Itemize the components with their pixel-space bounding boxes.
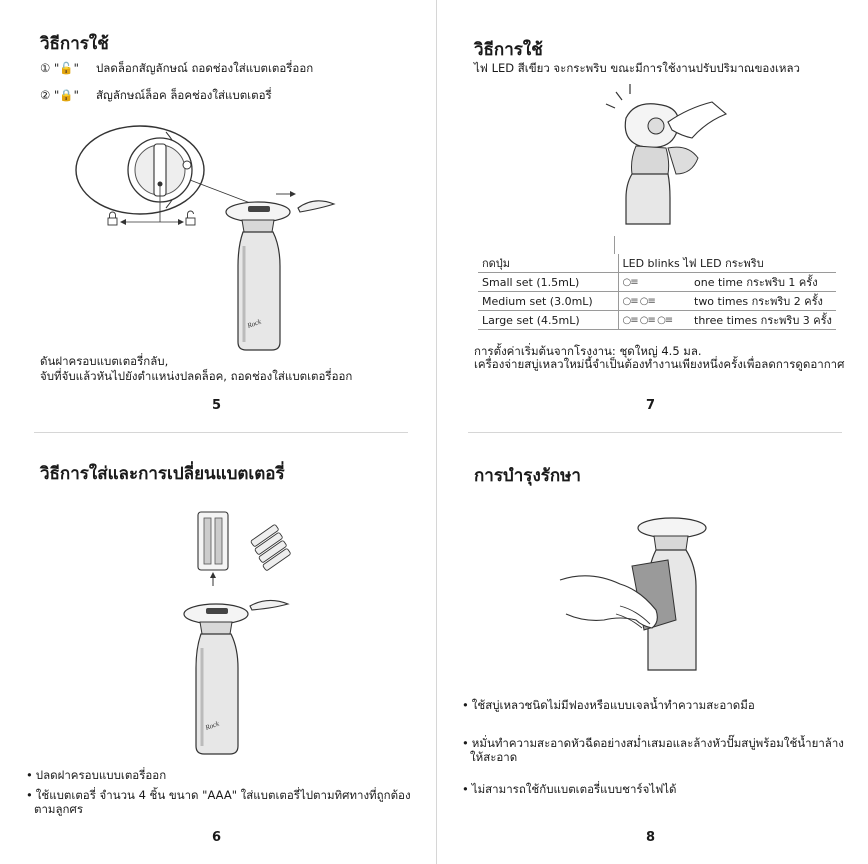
page-7-subtitle: ไฟ LED สีเขียว จะกระพริบ ขณะมีการใช้งานปรับปริมาณของเหลว — [474, 61, 800, 75]
led-glyph: ○≡ ○≡ — [618, 292, 690, 311]
page-7-note-line-1: การตั้งค่าเริ่มต้นจากโรงงาน: ชุดใหญ่ 4.5 มล. — [474, 344, 702, 358]
row-label: Small set (1.5mL) — [478, 273, 618, 292]
step-2-text: สัญลักษณ์ล็อค ล็อคช่องใส่แบตเตอรี่ — [96, 88, 272, 102]
page-number-7: 7 — [646, 398, 656, 413]
page-number-6: 6 — [212, 830, 222, 845]
page-5-caption-line-2: จับที่จับแล้วหันไปยังตำแหน่งปลดล็อค, ถอดช่องใส่แบตเตอรี่ออก — [40, 369, 353, 383]
page-8-bullet-2-line-2: ให้สะอาด — [470, 750, 518, 764]
page-6-title: วิธีการใส่และการเปลี่ยนแบตเตอรี่ — [40, 464, 285, 484]
header-led-blinks: LED blinks ไฟ LED กระพริบ — [618, 254, 836, 273]
page-8-bullet-1: • ใช้สบู่เหลวชนิดไม่มีฟองหรือแบบเจลน้ำทำความสะอาดมือ — [462, 698, 755, 712]
brand-logo: Rock — [246, 317, 263, 330]
page-6-bullet-2-line-2: ตามลูกศร — [34, 802, 83, 816]
page-number-5: 5 — [212, 398, 222, 413]
led-glyph: ○≡ — [618, 273, 690, 292]
row-desc: one time กระพริบ 1 ครั้ง — [690, 273, 836, 292]
dispenser-illustration-p5 — [210, 186, 360, 356]
led-table-header — [478, 254, 836, 273]
row-label: Medium set (3.0mL) — [478, 292, 618, 311]
page-5-title: วิธีการใช้ — [40, 34, 109, 54]
table-row — [478, 311, 836, 330]
vertical-divider — [436, 0, 437, 864]
row-desc: two times กระพริบ 2 ครั้ง — [690, 292, 836, 311]
table-row — [478, 273, 836, 292]
page-7-title: วิธีการใช้ — [474, 40, 543, 60]
step-1-text: ปลดล็อกสัญลักษณ์ ถอดช่องใส่แบตเตอรี่ออก — [96, 61, 314, 75]
header-press-button: กดปุ่ม — [478, 254, 618, 273]
table-row — [478, 292, 836, 311]
row-label: Large set (4.5mL) — [478, 311, 618, 330]
horizontal-divider-right — [468, 432, 842, 433]
page-5-caption-line-1: ดันฝาครอบแบตเตอรี่กลับ, — [40, 354, 169, 368]
step-1-symbol: ① "🔓" — [40, 61, 79, 75]
cleaning-illustration — [560, 510, 720, 680]
page-6-bullet-2-line-1: • ใช้แบตเตอรี่ จำนวน 4 ชิ้น ขนาด "AAA" ใส่แบตเตอรี่ไปตามทิศทางที่ถูกต้อง — [26, 788, 411, 802]
page-8-bullet-2-line-1: • หมั่นทำความสะอาดหัวฉีดอย่างสม่ำเสมอและล้างหัวปั๊มสบู่พร้อมใช้น้ำยาล้าง — [462, 736, 844, 750]
step-2-symbol: ② "🔒" — [40, 88, 79, 102]
led-blink-table — [478, 254, 836, 330]
led-glyph: ○≡ ○≡ ○≡ — [618, 311, 690, 330]
page-6-bullet-1: • ปลดฝาครอบแบบเตอรี่ออก — [26, 768, 166, 782]
page-8-title: การบำรุงรักษา — [474, 466, 581, 486]
svg-text:Rock: Rock — [204, 719, 221, 732]
aaa-batteries-icon — [250, 524, 291, 571]
page-7-note-line-2: เครื่องจ่ายสบู่เหลวใหม่นี้จำเป็นต้องทำงานเพียงหนึ่งครั้งเพื่อลดการดูดอากาศ — [474, 357, 845, 371]
page-number-8: 8 — [646, 830, 656, 845]
dispenser-illustration-p6 — [170, 596, 320, 766]
page-8-bullet-3: • ไม่สามารถใช้กับแบตเตอรี่แบบชาร์จไฟได้ — [462, 782, 677, 796]
horizontal-divider-left — [34, 432, 408, 433]
dispenser-hand-illustration — [596, 82, 746, 232]
row-desc: three times กระพริบ 3 ครั้ง — [690, 311, 836, 330]
led-table-vertical-rule — [614, 236, 615, 254]
battery-illustration — [180, 504, 320, 594]
